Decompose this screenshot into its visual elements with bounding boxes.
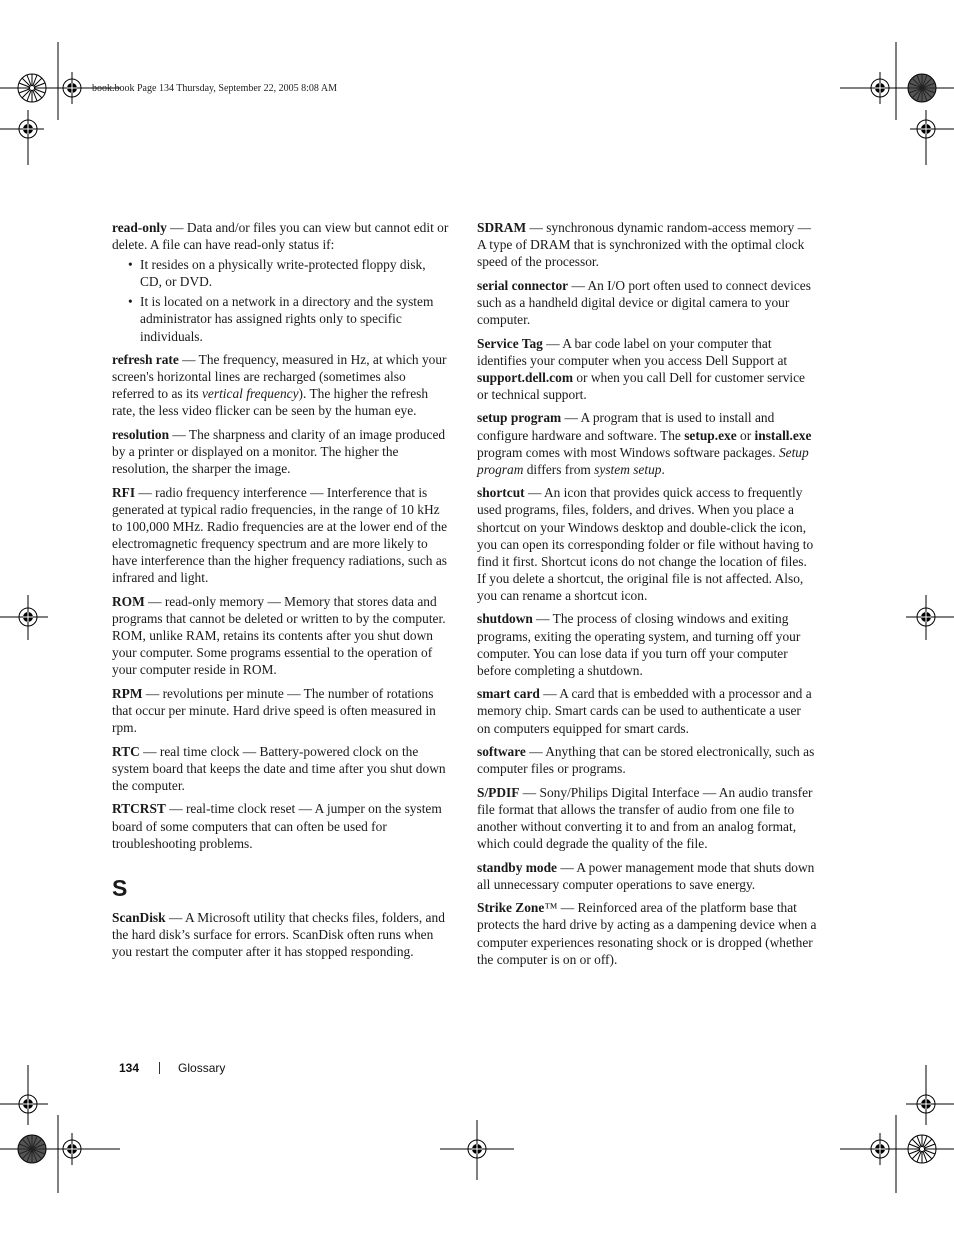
glossary-entry-software <box>477 743 817 777</box>
glossary-entry-scandisk <box>112 909 450 960</box>
glossary-entry-standby-mode <box>477 859 817 893</box>
glossary-entry-strike-zone <box>477 899 817 967</box>
glossary-term: serial connector <box>477 277 569 293</box>
glossary-definition: — A Microsoft utility that checks files, folders, and the hard disk’s surface for errors. ScanDisk often runs when you restart the computer after it has stopped responding. <box>112 909 445 959</box>
glossary-definition: — Anything that can be stored electronically, such as computer files or programs. <box>477 744 815 777</box>
glossary-column-left <box>112 219 450 966</box>
list-item: • It is located on a network in a directory and the system administrator has assigned rights only to specific individuals. <box>112 293 450 344</box>
glossary-definition: — real time clock — Battery-powered clock on the system board that keeps the date and time after you shut down the computer. <box>112 743 446 793</box>
glossary-definition: ). The higher the refresh rate, the less video flicker can be seen by the human eye. <box>112 386 429 419</box>
glossary-definition: — real-time clock reset — A jumper on the system board of some computers that can often be used for troubleshooting problems. <box>112 801 442 851</box>
glossary-definition: program comes with most Windows software packages. <box>477 444 779 460</box>
glossary-definition: — An icon that provides quick access to frequently used programs, files, folders, and drives. When you place a shortcut on your Windows desktop and double-click the icon, you can open its corresponding folder or file without having to find it first. Shortcut icons do not change the location of files. If you delete a shortcut, the original file is not affected. Also, you can rename a shortcut icon. <box>477 485 814 603</box>
glossary-entry-smart-card <box>477 685 817 736</box>
glossary-definition: — A bar code label on your computer that identifies your computer when you access Dell Support at <box>477 335 788 368</box>
glossary-term: refresh rate <box>112 352 179 368</box>
glossary-term: Strike Zone <box>477 900 545 916</box>
glossary-term: standby mode <box>477 859 557 875</box>
glossary-entry-resolution <box>112 426 450 477</box>
glossary-term: RTC <box>112 743 140 759</box>
glossary-entry-shutdown <box>477 610 817 678</box>
filename-text: install.exe <box>754 427 812 443</box>
glossary-definition: — An I/O port often used to connect devices such as a handheld digital device or digital camera to your computer. <box>477 277 811 327</box>
glossary-term: software <box>477 744 526 760</box>
print-header: book.book Page 134 Thursday, September 22, 2005 8:08 AM <box>92 83 337 94</box>
glossary-term: ROM <box>112 593 145 609</box>
glossary-definition: — A card that is embedded with a processor and a memory chip. Smart cards can be used to authenticate a user on computers equipped for smart cards. <box>477 686 812 736</box>
glossary-term: SDRAM <box>477 220 527 235</box>
glossary-definition: — radio frequency interference — Interference that is generated at typical radio frequencies, in the range of 10 kHz to 100,000 MHz. Radio frequencies are at the lower end of the electromagnetic frequency spectrum and are more likely to have interference than the higher frequency radiations, such as infrared and light. <box>112 484 448 586</box>
glossary-entry-setup-program <box>477 409 817 477</box>
glossary-entry-shortcut <box>477 484 817 604</box>
glossary-entry-refresh-rate <box>112 351 450 419</box>
glossary-definition: — Reinforced area of the platform base that protects the hard drive by acting as a dampening device when a computer experiences resonating shock or is dropped (whether the computer is on or off). <box>477 900 817 967</box>
filename-text: setup.exe <box>684 427 737 443</box>
glossary-entry-rpm <box>112 685 450 736</box>
glossary-definition: — The frequency, measured in Hz, at which your screen's horizontal lines are recharged (sometimes also referred to as its <box>112 352 447 402</box>
bullet-list <box>112 256 450 344</box>
glossary-entry-rom <box>112 593 450 678</box>
glossary-definition: — read-only memory — Memory that stores data and programs that cannot be deleted or written to by the computer. ROM, unlike RAM, retains its contents after you shut down your computer. Some programs essential to the operation of your computer reside in ROM. <box>112 593 446 678</box>
glossary-term: read-only <box>112 220 167 235</box>
glossary-term: RTCRST <box>112 801 166 817</box>
glossary-column-right <box>477 219 817 974</box>
footer-divider <box>159 1062 160 1074</box>
italic-term: Setup program <box>477 444 809 477</box>
glossary-term: smart card <box>477 686 540 702</box>
glossary-term: setup program <box>477 410 562 426</box>
glossary-term: Service Tag <box>477 335 543 351</box>
italic-term: system setup <box>594 461 662 477</box>
list-item: • It resides on a physically write-protected floppy disk, CD, or DVD. <box>112 256 450 290</box>
glossary-entry-rtc <box>112 743 450 794</box>
glossary-definition: — The sharpness and clarity of an image produced by a printer or displayed on a monitor. The higher the resolution, the sharper the image. <box>112 427 446 477</box>
glossary-definition: — A power management mode that shuts down all unnecessary computer operations to save energy. <box>477 859 815 892</box>
glossary-definition: — synchronous dynamic random-access memory — A type of DRAM that is synchronized with the optimal clock speed of the processor. <box>477 220 811 270</box>
glossary-definition: — Sony/Philips Digital Interface — An audio transfer file format that allows the transfer of audio from one file to another without converting it to and from an analog format, which could degrade the quality of the file. <box>477 784 813 852</box>
glossary-entry-rtcrst <box>112 800 450 851</box>
footer-section-title: Glossary <box>178 1061 226 1075</box>
glossary-term: RFI <box>112 484 136 500</box>
glossary-term: shortcut <box>477 485 525 501</box>
glossary-entry-spdif <box>477 784 817 852</box>
section-heading-letter: S <box>112 874 128 901</box>
glossary-definition: — A program that is used to install and configure hardware and software. The <box>477 410 775 443</box>
glossary-term: resolution <box>112 427 170 443</box>
glossary-definition: — revolutions per minute — The number of rotations that occur per minute. Hard drive speed is often measured in rpm. <box>112 685 436 736</box>
glossary-term: shutdown <box>477 611 533 627</box>
glossary-term: ScanDisk <box>112 909 166 925</box>
italic-term: vertical frequency <box>201 386 299 402</box>
support-url-text: support.dell.com <box>477 369 573 385</box>
glossary-entry-rfi <box>112 484 450 587</box>
glossary-definition: . <box>661 461 665 477</box>
trademark-symbol: ™ <box>544 900 558 916</box>
glossary-definition: differs from <box>523 461 595 477</box>
glossary-definition: — The process of closing windows and exiting programs, exiting the operating system, and turning off your computer. You can lose data if you turn off your computer before completing a shutdown. <box>477 611 801 678</box>
glossary-entry-sdram <box>477 219 817 270</box>
glossary-term: S/PDIF <box>477 784 520 800</box>
page-footer <box>119 1061 225 1075</box>
glossary-definition: — Data and/or files you can view but cannot edit or delete. A file can have read-only status if: <box>112 220 449 253</box>
glossary-definition: or <box>736 427 755 443</box>
glossary-definition: or when you call Dell for customer service or technical support. <box>477 369 806 402</box>
glossary-entry-serial-connector <box>477 277 817 328</box>
glossary-term: RPM <box>112 685 143 701</box>
page-number: 134 <box>119 1061 140 1075</box>
glossary-entry-read-only <box>112 219 450 345</box>
glossary-entry-service-tag <box>477 335 817 403</box>
